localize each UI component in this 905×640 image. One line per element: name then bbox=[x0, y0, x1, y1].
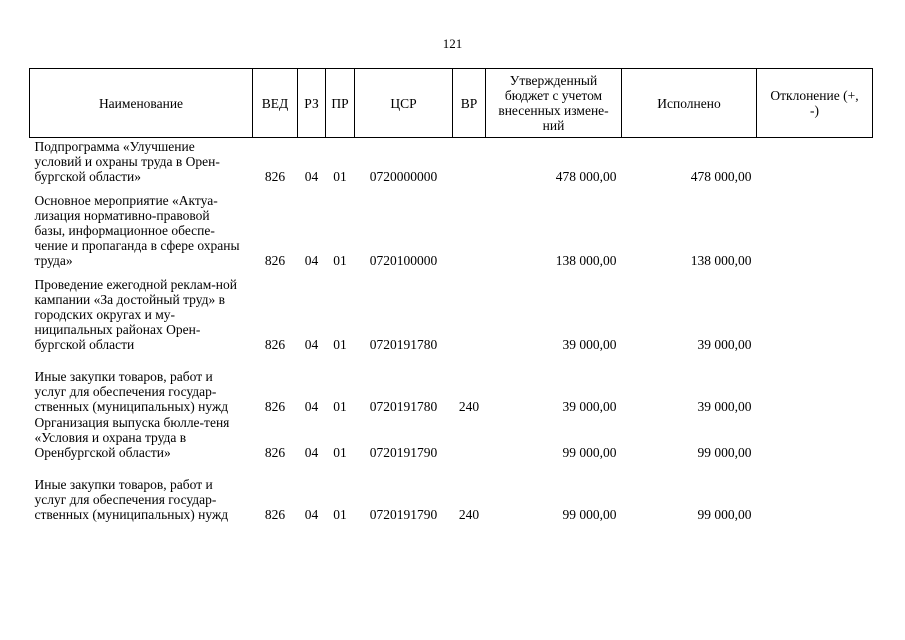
row-deviation bbox=[757, 138, 873, 185]
row-deviation bbox=[757, 184, 873, 268]
row-pr: 01 bbox=[333, 337, 347, 352]
header-pr: ПР bbox=[326, 69, 355, 138]
row-vr: 240 bbox=[458, 399, 480, 414]
row-csr: 0720191790 bbox=[369, 507, 438, 522]
row-executed: 99 000,00 bbox=[697, 445, 752, 460]
header-rz: РЗ bbox=[298, 69, 326, 138]
row-name: Организация выпуска бюлле-теня «Условия и охрана труда в Оренбургской области» bbox=[34, 415, 230, 460]
row-deviation bbox=[757, 268, 873, 352]
page-number: 121 bbox=[442, 36, 463, 51]
row-ved: 826 bbox=[264, 507, 286, 522]
row-ved: 826 bbox=[264, 337, 286, 352]
row-pr: 01 bbox=[333, 445, 347, 460]
row-name: Подпрограмма «Улучшение условий и охраны труда в Орен-бургской области» bbox=[34, 139, 220, 184]
row-vr: 240 bbox=[458, 507, 480, 522]
row-rz: 04 bbox=[304, 399, 319, 414]
row-csr: 0720191780 bbox=[369, 337, 438, 352]
row-rz: 04 bbox=[304, 337, 319, 352]
table-row bbox=[30, 268, 873, 352]
row-executed: 138 000,00 bbox=[690, 253, 752, 268]
header-budget: Утвержденный бюджет с учетом внесенных измене-ний bbox=[486, 69, 622, 138]
row-deviation bbox=[757, 352, 873, 414]
row-csr: 0720000000 bbox=[369, 169, 438, 184]
row-pr: 01 bbox=[333, 507, 347, 522]
row-ved: 826 bbox=[264, 399, 286, 414]
row-deviation bbox=[757, 414, 873, 460]
row-name: Проведение ежегодной реклам-ной кампании «За достойный труд» в городских округах и му-ниципальных районах Орен-бургской области bbox=[34, 277, 237, 352]
row-budget: 39 000,00 bbox=[562, 399, 617, 414]
row-vr bbox=[453, 138, 486, 185]
row-budget: 99 000,00 bbox=[562, 507, 617, 522]
row-csr: 0720191790 bbox=[369, 445, 438, 460]
row-pr: 01 bbox=[333, 399, 347, 414]
table-row bbox=[30, 184, 873, 268]
row-vr bbox=[453, 414, 486, 460]
header-ved: ВЕД bbox=[253, 69, 298, 138]
row-csr: 0720100000 bbox=[369, 253, 438, 268]
row-ved: 826 bbox=[264, 253, 286, 268]
row-deviation bbox=[757, 460, 873, 522]
row-budget: 99 000,00 bbox=[562, 445, 617, 460]
row-rz: 04 bbox=[304, 445, 319, 460]
row-vr bbox=[453, 184, 486, 268]
row-ved: 826 bbox=[264, 445, 286, 460]
table-row bbox=[30, 352, 873, 414]
row-csr: 0720191780 bbox=[369, 399, 438, 414]
header-csr: ЦСР bbox=[355, 69, 453, 138]
table-row bbox=[30, 414, 873, 460]
row-executed: 39 000,00 bbox=[697, 337, 752, 352]
header-executed: Исполнено bbox=[622, 69, 757, 138]
header-row bbox=[30, 69, 873, 138]
row-executed: 478 000,00 bbox=[690, 169, 752, 184]
row-name: Основное мероприятие «Актуа-лизация нормативно-правовой базы, информационное обеспе-чение и пропаганда в сфере охраны труда» bbox=[34, 193, 240, 268]
row-vr bbox=[453, 268, 486, 352]
row-rz: 04 bbox=[304, 253, 319, 268]
header-deviation: Отклонение (+, -) bbox=[757, 69, 873, 138]
table-row bbox=[30, 460, 873, 522]
row-budget: 138 000,00 bbox=[555, 253, 617, 268]
row-executed: 39 000,00 bbox=[697, 399, 752, 414]
row-budget: 39 000,00 bbox=[562, 337, 617, 352]
row-budget: 478 000,00 bbox=[555, 169, 617, 184]
budget-table bbox=[29, 68, 873, 522]
row-rz: 04 bbox=[304, 169, 319, 184]
header-vr: ВР bbox=[453, 69, 486, 138]
row-rz: 04 bbox=[304, 507, 319, 522]
row-ved: 826 bbox=[264, 169, 286, 184]
row-pr: 01 bbox=[333, 169, 347, 184]
row-pr: 01 bbox=[333, 253, 347, 268]
row-executed: 99 000,00 bbox=[697, 507, 752, 522]
row-name: Иные закупки товаров, работ и услуг для обеспечения государ-ственных (муниципальных) нужд bbox=[34, 477, 229, 522]
table-row bbox=[30, 138, 873, 185]
row-name: Иные закупки товаров, работ и услуг для обеспечения государ-ственных (муниципальных) нужд bbox=[34, 369, 229, 414]
header-name: Наименование bbox=[30, 69, 253, 138]
